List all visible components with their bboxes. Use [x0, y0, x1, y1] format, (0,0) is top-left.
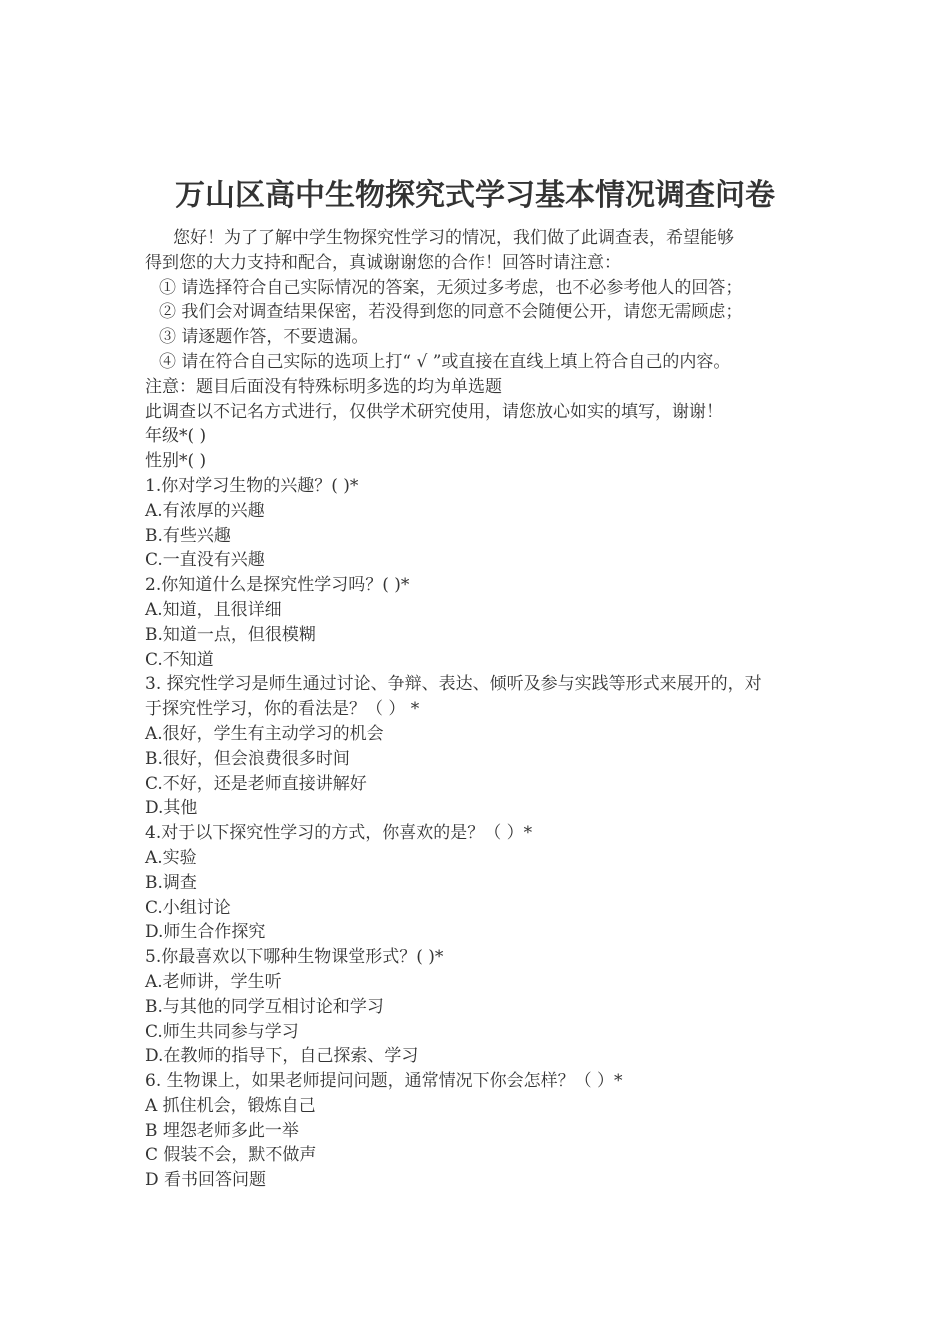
option: C.师生共同参与学习 — [145, 1021, 299, 1042]
option: D.其他 — [145, 798, 198, 819]
document-title: 万山区高中生物探究式学习基本情况调查问卷 — [175, 178, 775, 213]
option: D 看书回答问题 — [145, 1170, 267, 1191]
question-text-cont: 于探究性学习，你的看法是？（ ） * — [145, 699, 420, 720]
question-text: 2.你知道什么是探究性学习吗？( )* — [145, 575, 410, 596]
option: D.在教师的指导下，自己探索、学习 — [145, 1046, 419, 1067]
question-text: 4.对于以下探究性学习的方式，你喜欢的是？（ ）* — [145, 823, 533, 844]
grade-field: 年级*( ) — [145, 426, 207, 447]
question-5 — [145, 945, 815, 1069]
option: A.很好，学生有主动学习的机会 — [145, 723, 384, 744]
option: C.不知道 — [145, 649, 214, 670]
intro-greeting: 您好！为了了解中学生物探究性学习的情况，我们做了此调查表，希望能够 — [173, 228, 734, 248]
question-4 — [145, 821, 815, 945]
intro-note-1: ① 请选择符合自己实际情况的答案，无须过多考虑，也不必参考他人的回答； — [159, 277, 743, 298]
option: A.有浓厚的兴趣 — [145, 500, 265, 521]
intro-note-3: ③ 请逐题作答，不要遗漏。 — [159, 327, 369, 348]
single-choice-note: 注意：题目后面没有特殊标明多选的均为单选题 — [145, 376, 502, 397]
question-6 — [145, 1069, 815, 1193]
question-1 — [145, 474, 815, 573]
option: D.师生合作探究 — [145, 922, 266, 943]
question-text: 6. 生物课上，如果老师提问问题，通常情况下你会怎样？（ ）* — [145, 1071, 623, 1092]
question-3 — [145, 672, 815, 821]
question-text: 5.你最喜欢以下哪种生物课堂形式？( )* — [145, 947, 444, 968]
option: B.有些兴趣 — [145, 525, 231, 546]
option: B.与其他的同学互相讨论和学习 — [145, 996, 384, 1017]
gender-field: 性别*( ) — [145, 451, 207, 472]
option: B.很好，但会浪费很多时间 — [145, 748, 350, 769]
option: B.知道一点，但很模糊 — [145, 624, 316, 645]
option: B.调查 — [145, 872, 197, 893]
option: C.不好，还是老师直接讲解好 — [145, 773, 367, 794]
option: B 埋怨老师多此一举 — [145, 1120, 299, 1141]
intro-note-4: ④ 请在符合自己实际的选项上打“ √ ”或直接在直线上填上符合自己的内容。 — [159, 351, 731, 372]
anonymous-note: 此调查以不记名方式进行，仅供学术研究使用，请您放心如实的填写，谢谢！ — [145, 401, 723, 422]
question-text: 1.你对学习生物的兴趣？( )* — [145, 475, 359, 496]
option: A.实验 — [145, 847, 197, 868]
document-body — [145, 226, 815, 1193]
question-text: 3. 探究性学习是师生通过讨论、争辩、表达、倾听及参与实践等形式来展开的，对 — [145, 674, 762, 695]
intro-note-2: ② 我们会对调查结果保密，若没得到您的同意不会随便公开，请您无需顾虑； — [159, 302, 743, 323]
option: A.知道，且很详细 — [145, 599, 282, 620]
intro-greeting-cont: 得到您的大力支持和配合，真诚谢谢您的合作！回答时请注意： — [145, 252, 621, 273]
option: A 抓住机会，锻炼自己 — [145, 1095, 316, 1116]
option: C.小组讨论 — [145, 897, 231, 918]
option: A.老师讲，学生听 — [145, 971, 282, 992]
option: C.一直没有兴趣 — [145, 550, 265, 571]
option: C 假装不会，默不做声 — [145, 1145, 317, 1166]
question-2 — [145, 573, 815, 672]
